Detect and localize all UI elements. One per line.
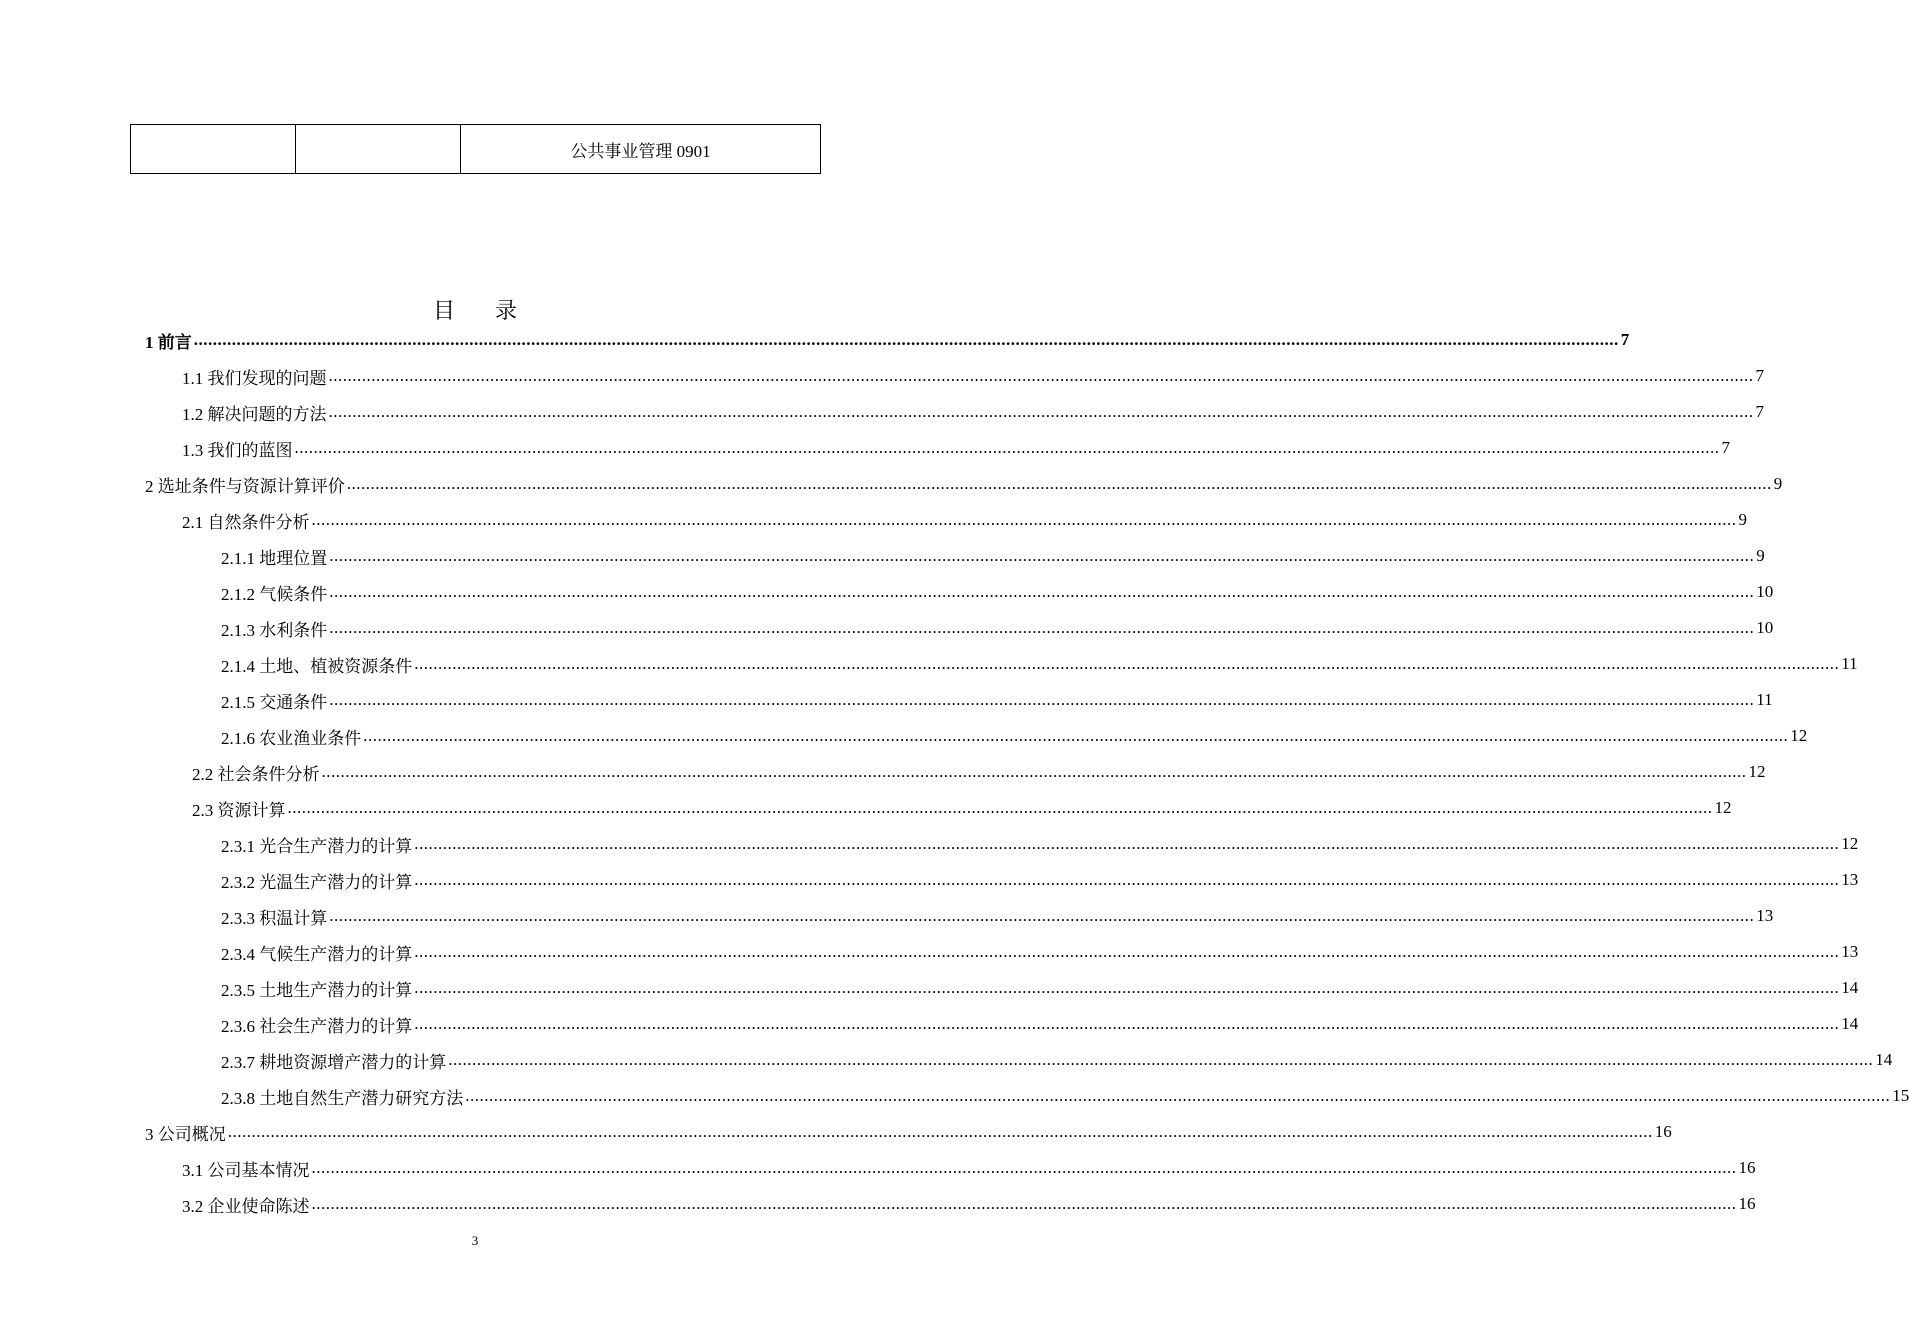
toc-leader-dots: ............................................................................................................................................................................................................................................................................................................ — [448, 1050, 1874, 1069]
toc-leader-dots: ............................................................................................................................................................................................................................................................................................................ — [414, 870, 1840, 889]
toc-entry[interactable] — [182, 358, 1764, 394]
toc-entry-label: 2.1.2 气候条件 — [221, 584, 328, 604]
toc-entry-page: 10 — [1756, 582, 1774, 601]
toc-leader-dots: ............................................................................................................................................................................................................................................................................................................ — [294, 438, 1720, 457]
toc-entry-page: 11 — [1756, 690, 1773, 709]
toc-entry-page: 9 — [1738, 510, 1747, 529]
toc-leader-dots: ............................................................................................................................................................................................................................................................................................................ — [329, 546, 1755, 565]
toc-leader-dots: ............................................................................................................................................................................................................................................................................................................ — [414, 834, 1840, 853]
toc-leader-dots: ............................................................................................................................................................................................................................................................................................................ — [311, 1194, 1737, 1213]
toc-leader-dots: ............................................................................................................................................................................................................................................................................................................ — [328, 402, 1754, 421]
toc-entry-page: 14 — [1841, 1014, 1859, 1033]
toc-entry-page: 13 — [1841, 942, 1859, 961]
toc-entry-page: 12 — [1790, 726, 1808, 745]
toc-entry-label: 1.1 我们发现的问题 — [182, 368, 327, 388]
toc-leader-dots: ............................................................................................................................................................................................................................................................................................................ — [311, 1158, 1737, 1177]
toc-entry-label: 2.3.7 耕地资源增产潜力的计算 — [221, 1052, 447, 1072]
toc-entry[interactable] — [192, 790, 1732, 826]
toc-leader-dots: ............................................................................................................................................................................................................................................................................................................ — [329, 618, 1755, 637]
toc-leader-dots: ............................................................................................................................................................................................................................................................................................................ — [311, 510, 1737, 529]
toc-entry-label: 2.3.5 土地生产潜力的计算 — [221, 980, 413, 1000]
toc-leader-dots: ............................................................................................................................................................................................................................................................................................................ — [329, 906, 1755, 925]
toc-entry-page: 10 — [1756, 618, 1774, 637]
toc-entry-label: 2.3.6 社会生产潜力的计算 — [221, 1016, 413, 1036]
toc-entry[interactable] — [192, 754, 1766, 790]
toc-entry-page: 16 — [1738, 1158, 1756, 1177]
toc-entry-label: 2.3.8 土地自然生产潜力研究方法 — [221, 1088, 464, 1108]
toc-entry-label: 1 前言 — [145, 332, 192, 352]
toc-entry-page: 12 — [1841, 834, 1859, 853]
toc-entry-page: 16 — [1738, 1194, 1756, 1213]
toc-entry-page: 14 — [1841, 978, 1859, 997]
toc-entry-label: 2 选址条件与资源计算评价 — [145, 476, 345, 496]
toc-leader-dots: ............................................................................................................................................................................................................................................................................................................ — [193, 330, 1619, 349]
toc-entry[interactable] — [145, 322, 1630, 358]
toc-leader-dots: ............................................................................................................................................................................................................................................................................................................ — [227, 1122, 1653, 1141]
toc-entry[interactable] — [221, 862, 1859, 898]
toc-entry-page: 14 — [1875, 1050, 1893, 1069]
toc-entry[interactable] — [221, 682, 1773, 718]
toc-entry-page: 13 — [1841, 870, 1859, 889]
toc-entry[interactable] — [221, 574, 1774, 610]
toc-entry-label: 2.1.3 水利条件 — [221, 620, 328, 640]
toc-leader-dots: ............................................................................................................................................................................................................................................................................................................ — [414, 978, 1840, 997]
toc-entry[interactable] — [182, 502, 1747, 538]
toc-entry[interactable] — [221, 538, 1765, 574]
info-cell-class: 公共事业管理 0901 — [461, 125, 821, 174]
toc-entry-label: 2.3.1 光合生产潜力的计算 — [221, 836, 413, 856]
toc-entry[interactable] — [221, 1078, 1909, 1114]
toc-entry[interactable] — [182, 1186, 1756, 1222]
toc-entry[interactable] — [221, 934, 1859, 970]
toc-entry[interactable] — [221, 646, 1858, 682]
toc-entry-label: 2.1.6 农业渔业条件 — [221, 728, 362, 748]
info-cell-1 — [131, 125, 296, 174]
toc-entry-page: 12 — [1714, 798, 1732, 817]
toc-entry[interactable] — [221, 610, 1774, 646]
info-table-row — [131, 125, 821, 174]
toc-entry-label: 2.1.5 交通条件 — [221, 692, 328, 712]
toc-entry-label: 2.3.2 光温生产潜力的计算 — [221, 872, 413, 892]
toc-entry-page: 7 — [1721, 438, 1730, 457]
toc-leader-dots: ............................................................................................................................................................................................................................................................................................................ — [346, 474, 1772, 493]
toc-entry[interactable] — [145, 466, 1783, 502]
toc-entry-label: 1.3 我们的蓝图 — [182, 440, 293, 460]
info-table — [130, 124, 821, 174]
toc-entry[interactable] — [221, 1042, 1893, 1078]
toc-leader-dots: ............................................................................................................................................................................................................................................................................................................ — [321, 762, 1747, 781]
toc-title: 目录 — [432, 299, 557, 324]
toc-leader-dots: ............................................................................................................................................................................................................................................................................................................ — [414, 942, 1840, 961]
toc-entry-label: 2.1.4 土地、植被资源条件 — [221, 656, 413, 676]
toc-leader-dots: ............................................................................................................................................................................................................................................................................................................ — [328, 366, 1754, 385]
toc-leader-dots: ............................................................................................................................................................................................................................................................................................................ — [414, 654, 1840, 673]
toc-entry-label: 3.1 公司基本情况 — [182, 1160, 310, 1180]
page-number: 3 — [471, 1233, 479, 1248]
toc-entry-label: 2.3.3 积温计算 — [221, 908, 328, 928]
toc-entry[interactable] — [221, 1006, 1859, 1042]
toc-entry-page: 9 — [1756, 546, 1765, 565]
toc-entry-label: 3 公司概况 — [145, 1124, 226, 1144]
toc-entry-label: 2.3 资源计算 — [192, 800, 286, 820]
toc-leader-dots: ............................................................................................................................................................................................................................................................................................................ — [465, 1086, 1891, 1105]
toc-entry-page: 9 — [1773, 474, 1783, 493]
info-cell-2 — [296, 125, 461, 174]
toc-entry-page: 7 — [1755, 402, 1764, 421]
toc-entry[interactable] — [221, 898, 1774, 934]
toc-entry[interactable] — [221, 826, 1859, 862]
toc-leader-dots: ............................................................................................................................................................................................................................................................................................................ — [363, 726, 1789, 745]
toc-entry[interactable] — [221, 970, 1859, 1006]
toc-entry-label: 2.3.4 气候生产潜力的计算 — [221, 944, 413, 964]
toc-entry-label: 2.1.1 地理位置 — [221, 548, 328, 568]
toc-entry-page: 13 — [1756, 906, 1774, 925]
toc-leader-dots: ............................................................................................................................................................................................................................................................................................................ — [329, 582, 1755, 601]
toc-entry-page: 7 — [1620, 330, 1630, 349]
toc-entry-page: 7 — [1755, 366, 1764, 385]
toc-leader-dots: ............................................................................................................................................................................................................................................................................................................ — [329, 690, 1755, 709]
toc-entry[interactable] — [145, 1114, 1672, 1150]
toc-entry-page: 15 — [1892, 1086, 1909, 1105]
toc-entry-page: 16 — [1654, 1122, 1672, 1141]
toc-entry-page: 11 — [1841, 654, 1858, 673]
toc-entry-label: 2.2 社会条件分析 — [192, 764, 320, 784]
toc-entry[interactable] — [221, 718, 1808, 754]
toc-leader-dots: ............................................................................................................................................................................................................................................................................................................ — [287, 798, 1713, 817]
toc-entry-page: 12 — [1748, 762, 1766, 781]
toc-entry-label: 1.2 解决问题的方法 — [182, 404, 327, 424]
toc-entry[interactable] — [182, 1150, 1756, 1186]
toc-entry-label: 3.2 企业使命陈述 — [182, 1196, 310, 1216]
toc-entry-label: 2.1 自然条件分析 — [182, 512, 310, 532]
toc-entry[interactable] — [182, 430, 1730, 466]
toc-entry[interactable] — [182, 394, 1764, 430]
toc-leader-dots: ............................................................................................................................................................................................................................................................................................................ — [414, 1014, 1840, 1033]
